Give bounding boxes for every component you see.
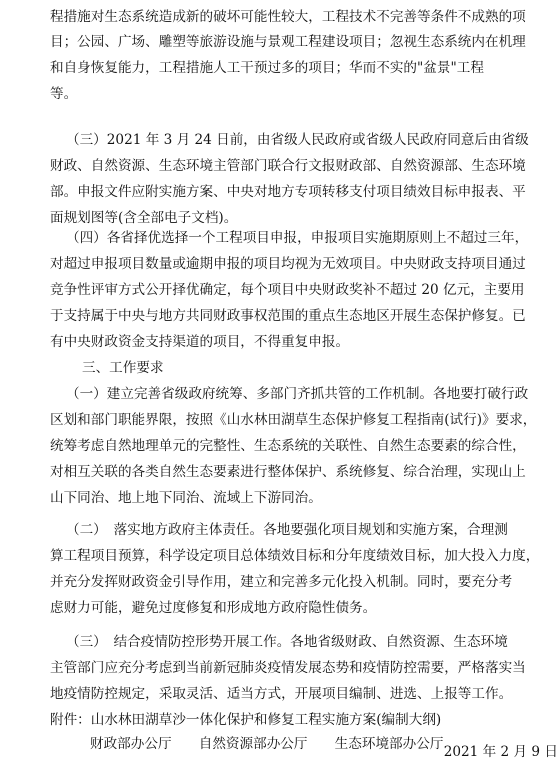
text-line: 于支持属于中央与地方共同财政事权范围的重点生态地区开展生态保护修复。已 — [50, 308, 526, 324]
text-line: 对超过申报项目数量或逾期申报的项目均视为无效项目。中央财政支持项目通过 — [50, 256, 526, 272]
section-heading: 三、工作要求 — [82, 360, 164, 376]
text-line: 和自身恢复能力，工程措施人工干预过多的项目；华而不实的"盆景"工程 — [50, 60, 484, 76]
text-line: （一）建立完善省级政府统筹、多部门齐抓共管的工作机制。各地要打破行政 — [66, 386, 529, 402]
text-line: （三） 结合疫情防控形势开展工作。各地省级财政、自然资源、生态环境 — [66, 634, 508, 650]
text-line: 面规划图等(含全部电子文档)。 — [50, 210, 238, 226]
text-line: 算工程项目预算，科学设定项目总体绩效目标和分年度绩效目标，加大投入力度， — [50, 548, 540, 564]
text-line: （四）各省择优选择一个工程项目申报，申报项目实施期原则上不超过三年， — [66, 230, 529, 246]
text-line: 财政、自然资源、生态环境主管部门联合行文报财政部、自然资源部、生态环境 — [50, 158, 526, 174]
text-line: （二） 落实地方政府主体责任。各地要强化项目规划和实施方案，合理测 — [66, 522, 508, 538]
text-line: 竞争性评审方式公开择优确定，每个项目中央财政奖补不超过 20 亿元，主要用 — [50, 282, 525, 298]
text-line: 地疫情防控规定，采取灵活、适当方式，开展项目编制、进选、上报等工作。 — [50, 686, 513, 702]
text-line: 统筹考虑自然地理单元的完整性、生态系统的关联性、自然生态要素的综合性， — [50, 438, 526, 454]
issue-date: 2021 年 2 月 9 日 — [443, 744, 558, 760]
text-line: 虑财力可能，避免过度修复和形成地方政府隐性债务。 — [50, 600, 377, 616]
text-line: 区划和部门职能界限，按照《山水林田湖草生态保护修复工程指南(试行)》要求， — [50, 412, 537, 428]
attachment-line: 附件：山水林田湖草沙一体化保护和修复工程实施方案(编制大纲) — [50, 712, 442, 728]
text-line: 目；公园、广场、雕塑等旅游设施与景观工程建设项目；忽视生态系统内在机理 — [50, 34, 526, 50]
text-line: （三）2021 年 3 月 24 日前，由省级人民政府或省级人民政府同意后由省级 — [66, 132, 529, 148]
text-line: 程措施对生态系统造成新的破坏可能性较大，工程技术不完善等条件不成熟的项 — [50, 9, 526, 25]
text-line: 并充分发挥财政资金引导作用，建立和完善多元化投入机制。同时，要充分考 — [50, 574, 513, 590]
text-line: 有中央财政资金支持渠道的项目，不得重复申报。 — [50, 334, 350, 350]
text-line: 主管部门应充分考虑到当前新冠肺炎疫情发展态势和疫情防控需要，严格落实当 — [50, 660, 526, 676]
text-line: 部。申报文件应附实施方案、中央对地方专项转移支付项目绩效目标申报表、平 — [50, 184, 526, 200]
text-line: 等。 — [50, 86, 78, 102]
text-line: 对相互关联的各类自然生态要素进行整体保护、系统修复、综合治理，实现山上 — [50, 464, 526, 480]
text-line: 山下同治、地上地下同治、流域上下游同治。 — [50, 490, 322, 506]
issuing-offices: 财政部办公厅 自然资源部办公厅 生态环境部办公厅 — [90, 736, 444, 752]
